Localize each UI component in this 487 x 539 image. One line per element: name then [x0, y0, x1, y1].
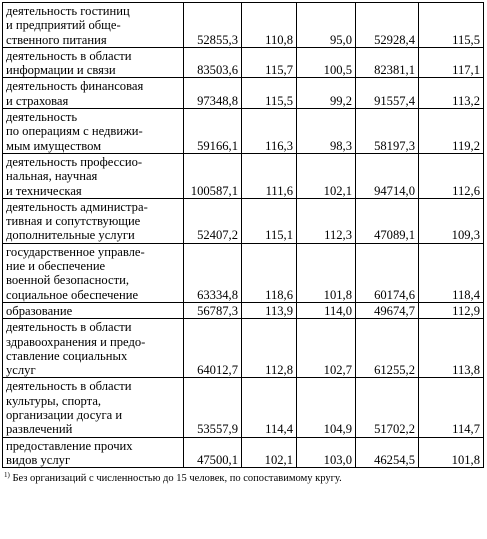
- value-cell: 98,3: [297, 109, 356, 154]
- activity-label-line: и предприятий обще-: [6, 18, 121, 33]
- value-cell: 95,0: [297, 3, 356, 48]
- value-cell: 113,8: [419, 319, 484, 378]
- table-row: [3, 78, 484, 109]
- value-cell: 100,5: [297, 47, 356, 78]
- value-cell: 115,1: [242, 198, 297, 243]
- activity-label-line: деятельность в области: [6, 379, 132, 394]
- activity-label-cell: [3, 302, 184, 318]
- activity-label-line: деятельность профессио-: [6, 154, 143, 169]
- value-cell: 52407,2: [184, 198, 242, 243]
- value-cell: 53557,9: [184, 378, 242, 437]
- value-cell: 118,6: [242, 243, 297, 302]
- activity-label-line: деятельность администра-: [6, 199, 148, 214]
- footnote-marker: 1): [4, 471, 10, 480]
- value-cell: 60174,6: [356, 243, 419, 302]
- value-cell: 110,8: [242, 3, 297, 48]
- activity-label-line: предоставление прочих: [6, 438, 133, 453]
- activity-label-line: развлечений: [6, 422, 73, 437]
- value-cell: 63334,8: [184, 243, 242, 302]
- activity-label-line: здравоохранения и предо-: [6, 334, 146, 349]
- activity-label-line: ние и обеспечение: [6, 259, 106, 274]
- activity-label-line: дополнительные услуги: [6, 228, 135, 243]
- activity-label-line: мым имуществом: [6, 138, 102, 153]
- value-cell: 101,8: [419, 437, 484, 468]
- activity-label-line: нальная, научная: [6, 169, 98, 184]
- table-footnote: [2, 468, 483, 485]
- value-cell: 117,1: [419, 47, 484, 78]
- value-cell: 103,0: [297, 437, 356, 468]
- value-cell: 112,6: [419, 153, 484, 198]
- value-cell: 47500,1: [184, 437, 242, 468]
- activity-label-line: видов услуг: [6, 452, 71, 467]
- value-cell: 115,5: [242, 78, 297, 109]
- value-cell: 47089,1: [356, 198, 419, 243]
- value-cell: 113,2: [419, 78, 484, 109]
- value-cell: 82381,1: [356, 47, 419, 78]
- activity-label-cell: [3, 109, 184, 154]
- value-cell: 99,2: [297, 78, 356, 109]
- value-cell: 104,9: [297, 378, 356, 437]
- value-cell: 111,6: [242, 153, 297, 198]
- value-cell: 116,3: [242, 109, 297, 154]
- activity-label-line: военной безопасности,: [6, 273, 129, 288]
- activity-label-line: государственное управле-: [6, 244, 145, 259]
- activity-label-cell: [3, 243, 184, 302]
- activity-label-line: тивная и сопутствующие: [6, 214, 141, 229]
- value-cell: 115,7: [242, 47, 297, 78]
- value-cell: 59166,1: [184, 109, 242, 154]
- activity-label-line: деятельность в области: [6, 48, 132, 63]
- activity-label-line: организации досуга и: [6, 408, 123, 423]
- value-cell: 112,3: [297, 198, 356, 243]
- activity-label-cell: [3, 3, 184, 48]
- activity-label-cell: [3, 378, 184, 437]
- wages-by-activity-table: [2, 2, 484, 468]
- activity-label-line: социальное обеспечение: [6, 287, 139, 302]
- value-cell: 97348,8: [184, 78, 242, 109]
- value-cell: 119,2: [419, 109, 484, 154]
- table-row: [3, 3, 484, 48]
- activity-label-line: и техническая: [6, 183, 82, 198]
- value-cell: 109,3: [419, 198, 484, 243]
- table-row: [3, 437, 484, 468]
- activity-label-line: и страховая: [6, 93, 69, 108]
- value-cell: 46254,5: [356, 437, 419, 468]
- table-row: [3, 198, 484, 243]
- value-cell: 114,4: [242, 378, 297, 437]
- value-cell: 52928,4: [356, 3, 419, 48]
- value-cell: 102,1: [297, 153, 356, 198]
- value-cell: 118,4: [419, 243, 484, 302]
- activity-label-line: ственного питания: [6, 32, 107, 47]
- activity-label-line: деятельность гостиниц: [6, 4, 130, 18]
- activity-label-line: культуры, спорта,: [6, 393, 102, 408]
- value-cell: 113,9: [242, 302, 297, 318]
- value-cell: 102,7: [297, 319, 356, 378]
- value-cell: 51702,2: [356, 378, 419, 437]
- activity-label-cell: [3, 198, 184, 243]
- table-row: [3, 47, 484, 78]
- activity-label-cell: [3, 437, 184, 468]
- value-cell: 102,1: [242, 437, 297, 468]
- value-cell: 100587,1: [184, 153, 242, 198]
- activity-label-line: по операциям с недвижи-: [6, 124, 143, 139]
- value-cell: 83503,6: [184, 47, 242, 78]
- footnote-text: Без организаций с численностью до 15 человек, по сопоставимому кругу.: [9, 473, 342, 485]
- value-cell: 94714,0: [356, 153, 419, 198]
- value-cell: 61255,2: [356, 319, 419, 378]
- table-row: [3, 302, 484, 318]
- activity-label-cell: [3, 319, 184, 378]
- activity-label-line: ставление социальных: [6, 348, 128, 363]
- document-page: [2, 2, 483, 485]
- value-cell: 58197,3: [356, 109, 419, 154]
- activity-label-cell: [3, 153, 184, 198]
- value-cell: 101,8: [297, 243, 356, 302]
- activity-label-line: образование: [6, 303, 73, 318]
- activity-label-cell: [3, 47, 184, 78]
- table-row: [3, 109, 484, 154]
- value-cell: 49674,7: [356, 302, 419, 318]
- table-row: [3, 319, 484, 378]
- activity-label-cell: [3, 78, 184, 109]
- activity-label-line: услуг: [6, 363, 36, 378]
- value-cell: 64012,7: [184, 319, 242, 378]
- value-cell: 112,8: [242, 319, 297, 378]
- value-cell: 114,0: [297, 302, 356, 318]
- table-row: [3, 378, 484, 437]
- activity-label-line: деятельность: [6, 110, 78, 125]
- value-cell: 115,5: [419, 3, 484, 48]
- activity-label-line: информации и связи: [6, 63, 116, 78]
- activity-label-line: деятельность в области: [6, 320, 132, 335]
- activity-label-line: деятельность финансовая: [6, 79, 144, 94]
- value-cell: 114,7: [419, 378, 484, 437]
- table-row: [3, 243, 484, 302]
- value-cell: 112,9: [419, 302, 484, 318]
- value-cell: 56787,3: [184, 302, 242, 318]
- value-cell: 52855,3: [184, 3, 242, 48]
- value-cell: 91557,4: [356, 78, 419, 109]
- table-row: [3, 153, 484, 198]
